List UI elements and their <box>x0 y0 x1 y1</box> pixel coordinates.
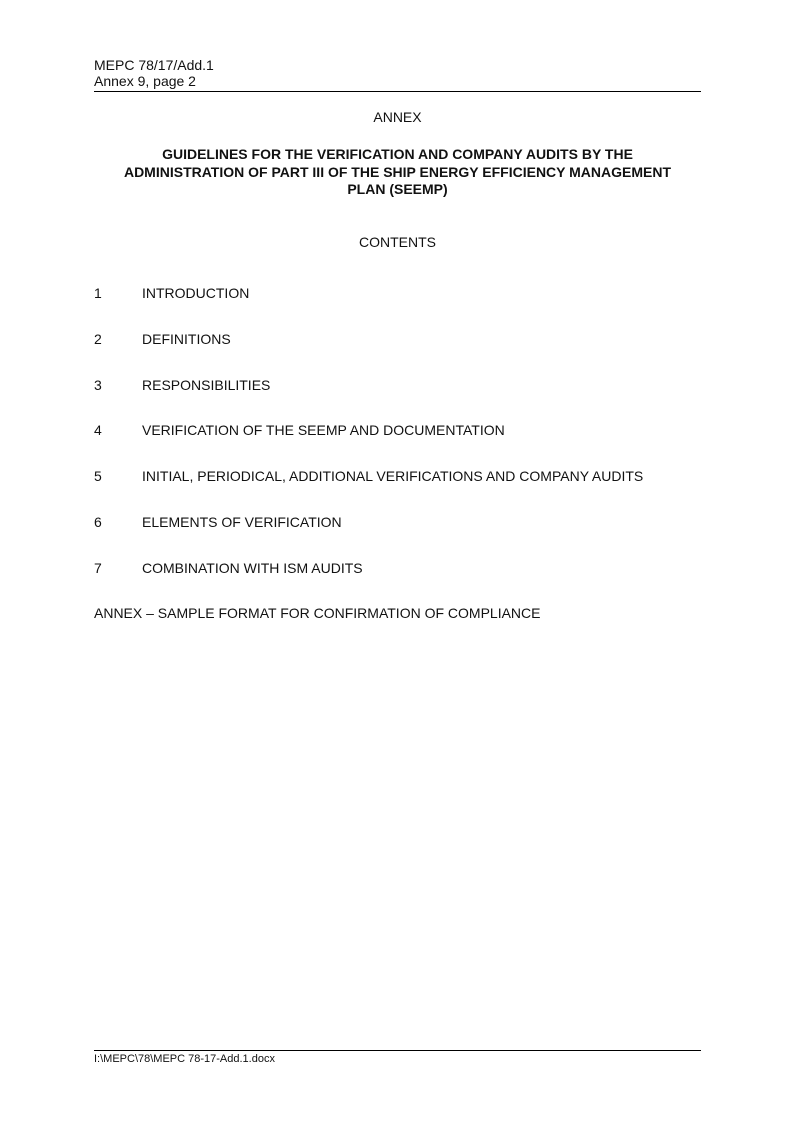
toc-item-title: INTRODUCTION <box>142 285 250 301</box>
annex-heading: ANNEX <box>373 109 422 125</box>
toc-item-4 <box>94 421 701 467</box>
toc-item-number: 7 <box>94 559 102 576</box>
table-of-contents <box>94 284 701 605</box>
document-reference: MEPC 78/17/Add.1 <box>94 57 214 73</box>
contents-heading: CONTENTS <box>359 234 436 250</box>
page-reference: Annex 9, page 2 <box>94 73 196 89</box>
toc-item-title: INITIAL, PERIODICAL, ADDITIONAL VERIFICATIONS AND COMPANY AUDITS <box>142 468 644 485</box>
toc-item-7 <box>94 559 701 605</box>
title-line-1: GUIDELINES FOR THE VERIFICATION AND COMPANY AUDITS BY THE <box>162 146 633 162</box>
toc-item-5 <box>94 467 701 513</box>
toc-item-number: 5 <box>94 468 102 485</box>
toc-item-number: 3 <box>94 376 102 393</box>
toc-item-2 <box>94 330 701 376</box>
toc-annex-entry: ANNEX – SAMPLE FORMAT FOR CONFIRMATION OF COMPLIANCE <box>94 605 541 621</box>
file-path: I:\MEPC\78\MEPC 78-17-Add.1.docx <box>94 1053 275 1065</box>
toc-item-6 <box>94 513 701 559</box>
page-header <box>94 57 701 92</box>
title-line-2: ADMINISTRATION OF PART III OF THE SHIP ENERGY EFFICIENCY MANAGEMENT <box>123 163 672 180</box>
title-line-3: PLAN (SEEMP) <box>347 181 448 197</box>
toc-item-title: RESPONSIBILITIES <box>142 376 271 393</box>
toc-item-number: 4 <box>94 422 102 439</box>
toc-item-3 <box>94 376 701 422</box>
toc-item-number: 6 <box>94 513 102 530</box>
toc-item-title: COMBINATION WITH ISM AUDITS <box>142 559 363 576</box>
page-footer <box>94 1050 701 1066</box>
toc-item-title: DEFINITIONS <box>142 330 231 347</box>
toc-item-number: 1 <box>94 285 102 301</box>
toc-item-title: ELEMENTS OF VERIFICATION <box>142 513 342 530</box>
toc-item-title: VERIFICATION OF THE SEEMP AND DOCUMENTATION <box>142 422 505 439</box>
document-title <box>94 146 701 199</box>
toc-item-number: 2 <box>94 330 102 347</box>
toc-item-1 <box>94 284 701 330</box>
